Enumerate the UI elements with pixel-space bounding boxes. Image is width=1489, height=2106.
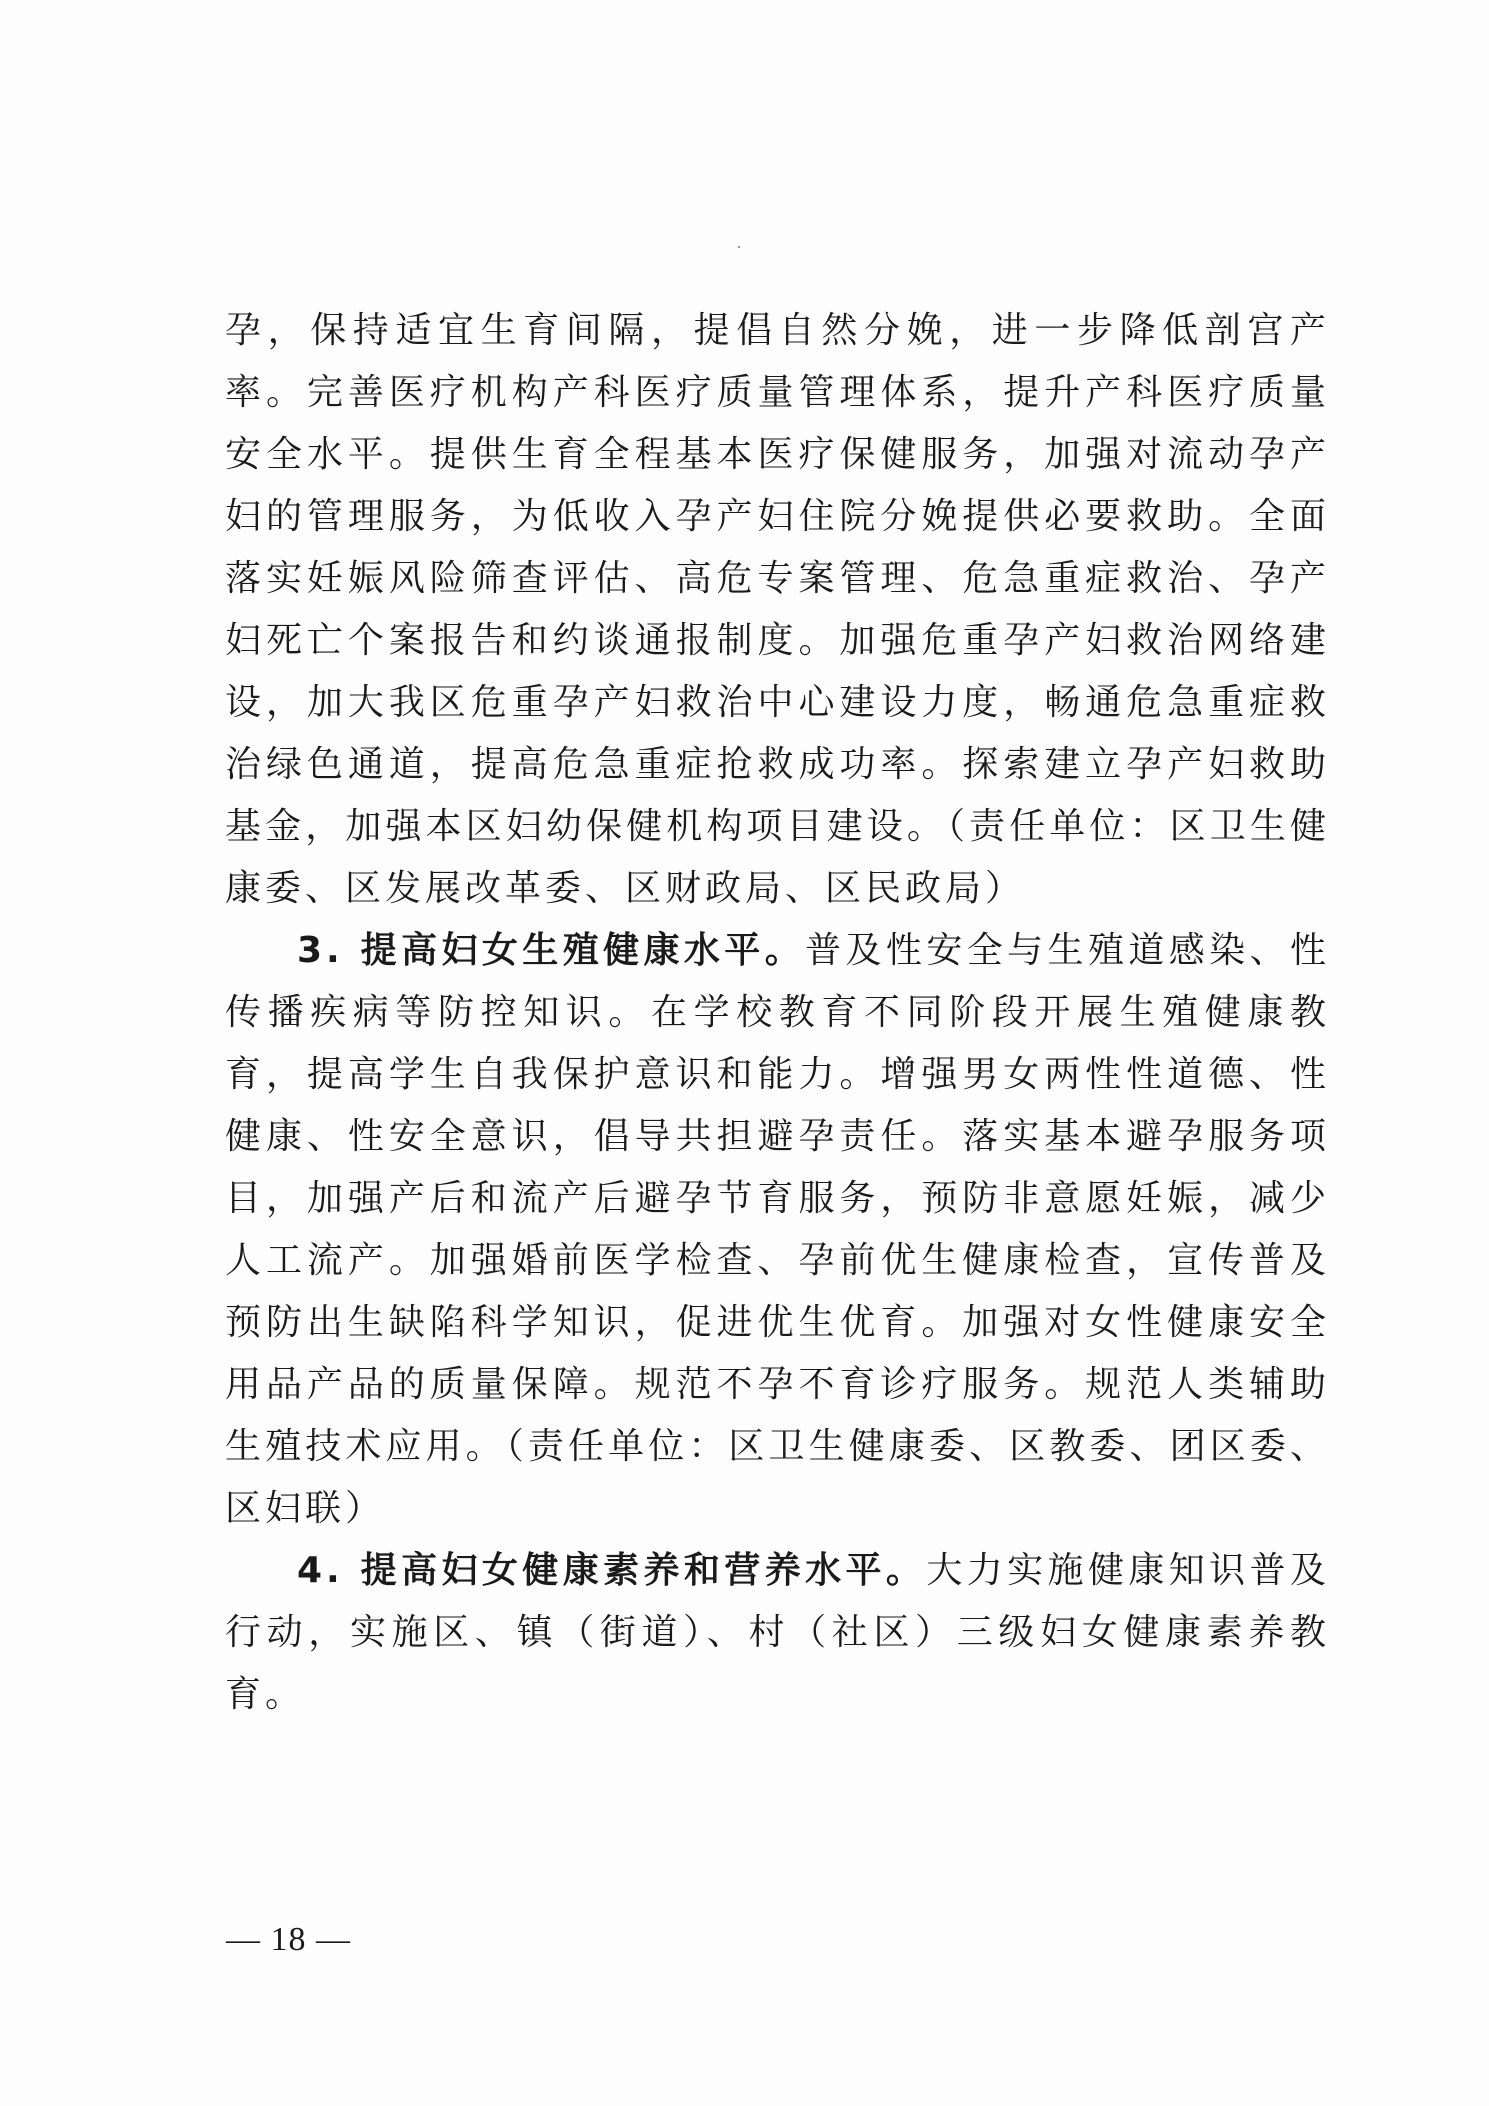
body-text <box>225 300 1330 1726</box>
paragraph-heading: 4. 提高妇女健康素养和营养水平。 <box>297 1550 927 1591</box>
paragraph-body: 普及性安全与生殖道感染、性传播疾病等防控知识。在学校教育不同阶段开展生殖健康教育，提高学生自我保护意识和能力。增强男女两性性道德、性健康、性安全意识，倡导共担避孕责任。落实基本避孕服务项目，加强产后和流产后避孕节育服务，预防非意愿妊娠，减少人工流产。加强婚前医学检查、孕前优生健康检查，宣传普及预防出生缺陷科学知识，促进优生优育。加强对女性健康安全用品产品的质量保障。规范不孕不育诊疗服务。规范人类辅助生殖技术应用。（责任单位：区卫生健康委、区教委、团区委、区妇联） <box>225 930 1330 1529</box>
page-number: — 18 — <box>226 1921 351 1958</box>
scan-speck <box>738 246 740 248</box>
paragraph-body: 孕，保持适宜生育间隔，提倡自然分娩，进一步降低剖宫产率。完善医疗机构产科医疗质量管理体系，提升产科医疗质量安全水平。提供生育全程基本医疗保健服务，加强对流动孕产妇的管理服务，为低收入孕产妇住院分娩提供必要救助。全面落实妊娠风险筛查评估、高危专案管理、危急重症救治、孕产妇死亡个案报告和约谈通报制度。加强危重孕产妇救治网络建设，加大我区危重孕产妇救治中心建设力度，畅通危急重症救治绿色通道，提高危急重症抢救成功率。探索建立孕产妇救助基金，加强本区妇幼保健机构项目建设。（责任单位：区卫生健康委、区发展改革委、区财政局、区民政局） <box>225 310 1330 909</box>
paragraph-heading: 3. 提高妇女生殖健康水平。 <box>297 930 806 971</box>
paragraph-body: 大力实施健康知识普及行动，实施区、镇（街道）、村（社区）三级妇女健康素养教育。 <box>225 1550 1330 1715</box>
paragraph-item-3 <box>225 920 1330 1540</box>
paragraph-item-4 <box>225 1540 1330 1726</box>
paragraph-continuation <box>225 300 1330 920</box>
